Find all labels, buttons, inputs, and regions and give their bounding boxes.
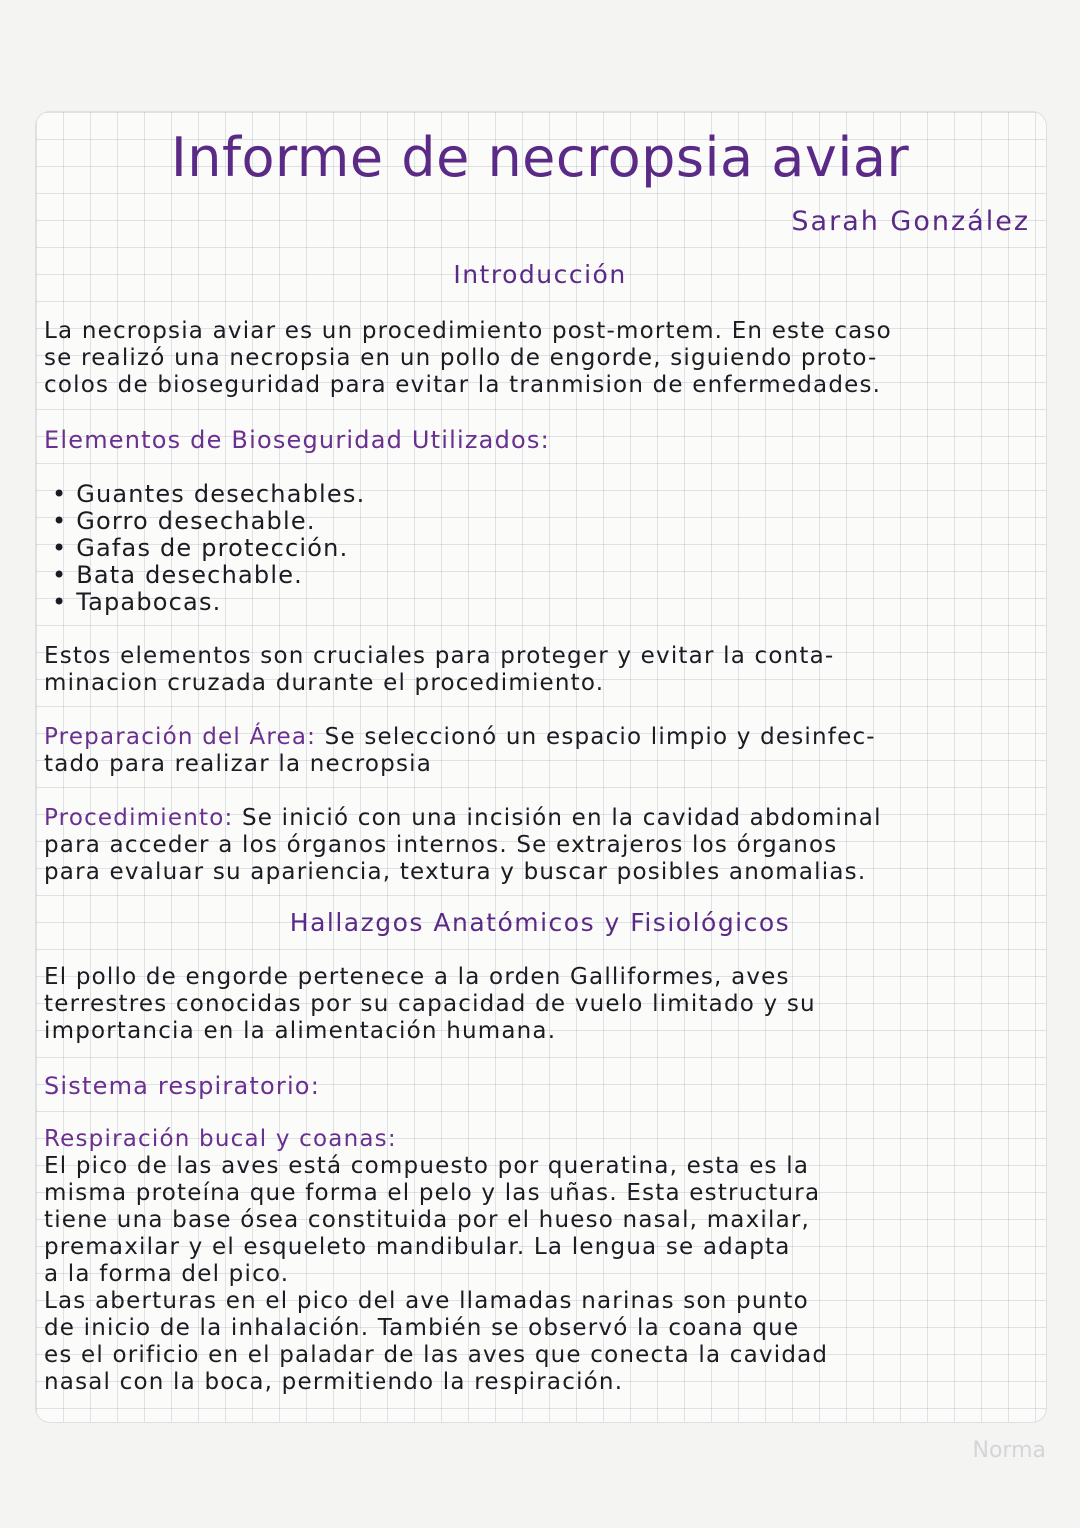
breathing-subheading: Respiración bucal y coanas: [44,1126,397,1152]
procedure-paragraph [44,805,1040,831]
breathing-line: misma proteína que forma el pelo y las uñas. Esta estructura [44,1180,821,1206]
biosecurity-item-text: Gorro desechable. [76,507,316,535]
intro-line: colos de bioseguridad para evitar la tranmision de enfermedades. [44,372,882,398]
biosecurity-item-text: Bata desechable. [76,561,303,589]
respiratory-heading: Sistema respiratorio: [44,1072,320,1100]
breathing-line: a la forma del pico. [44,1261,290,1287]
breathing-line: es el orificio en el paladar de las aves que conecta la cavidad [44,1342,829,1368]
findings-heading: Hallazgos Anatómicos y Fisiológicos [289,908,791,937]
biosecurity-note-line: minacion cruzada durante el procedimiento. [44,670,605,696]
breathing-line: tiene una base ósea constituida por el hueso nasal, maxilar, [44,1207,811,1233]
biosecurity-item: • Gorro desechable. [52,507,316,535]
biosecurity-item: • Tapabocas. [52,588,222,616]
area-label: Preparación del Área: [44,724,317,750]
findings-line: importancia en la alimentación humana. [44,1018,557,1044]
biosecurity-item-text: Guantes desechables. [76,480,366,508]
biosecurity-item: • Guantes desechables. [52,480,366,508]
biosecurity-item-text: Tapabocas. [76,588,222,616]
author-name: Sarah González [791,206,1030,237]
findings-line: El pollo de engorde pertenece a la orden Galliformes, aves [44,964,790,990]
procedure-line: para acceder a los órganos internos. Se extrajeros los órganos [44,832,838,858]
breathing-line: premaxilar y el esqueleto mandibular. La lengua se adapta [44,1234,791,1260]
brand-watermark: Norma [972,1438,1046,1463]
intro-line: La necropsia aviar es un procedimiento post-mortem. En este caso [44,318,892,344]
biosecurity-note-line: Estos elementos son cruciales para proteger y evitar la conta- [44,643,835,669]
procedure-line: para evaluar su apariencia, textura y buscar posibles anomalias. [44,859,867,885]
breathing-line: El pico de las aves está compuesto por queratina, esta es la [44,1153,810,1179]
intro-line: se realizó una necropsia en un pollo de engorde, siguiendo proto- [44,345,878,371]
procedure-label: Procedimiento: [44,805,234,831]
biosecurity-item-text: Gafas de protección. [76,534,349,562]
area-line: tado para realizar la necropsia [44,751,433,777]
findings-line: terrestres conocidas por su capacidad de vuelo limitado y su [44,991,816,1017]
breathing-line: nasal con la boca, permitiendo la respiración. [44,1369,624,1395]
document-title: Informe de necropsia aviar [170,126,910,189]
area-text: Se seleccionó un espacio limpio y desinfec- [316,724,876,750]
breathing-line: Las aberturas en el pico del ave llamadas narinas son punto [44,1288,809,1314]
procedure-text: Se inició con una incisión en la cavidad abdominal [233,805,882,831]
area-paragraph [44,724,1040,750]
biosecurity-heading: Elementos de Bioseguridad Utilizados: [44,426,550,454]
biosecurity-item: • Gafas de protección. [52,534,349,562]
intro-heading: Introducción [453,260,627,289]
breathing-line: de inicio de la inhalación. También se observó la coana que [44,1315,800,1341]
biosecurity-item: • Bata desechable. [52,561,303,589]
